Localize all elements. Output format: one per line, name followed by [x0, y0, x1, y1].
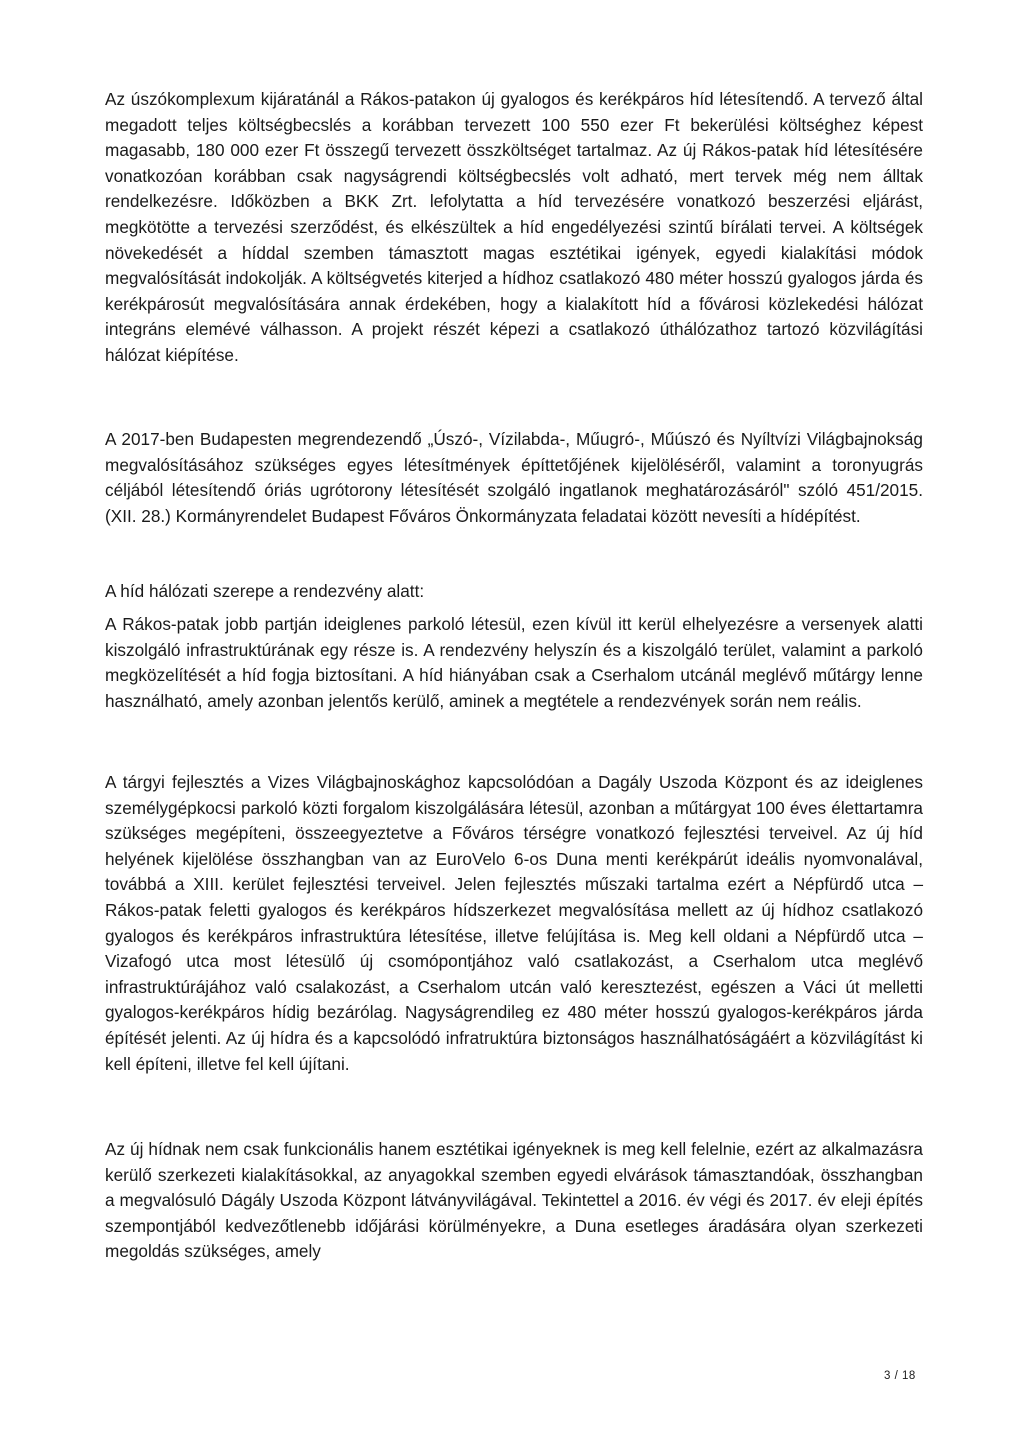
- page-number: 3 / 18: [884, 1370, 916, 1382]
- paragraph-network-role: A Rákos-patak jobb partján ideiglenes parkoló létesül, ezen kívül itt kerül elhelyezésre a versenyek alatti kiszolgáló infrastruktúrának egy része is. A rendezvény helyszín és a kiszolgáló terület, valamint a parkoló megközelítését a híd fogja biztosítani. A híd hiányában csak a Cserhalom utcánál meglévő műtárgy lenne használható, amely azonban jelentős kerülő, aminek a megtétele a rendezvények során nem reális.: [105, 614, 923, 711]
- paragraph-development-scope: A tárgyi fejlesztés a Vizes Világbajnoskághoz kapcsolódóan a Dagály Uszoda Központ és az ideiglenes személygépkocsi parkoló közti forgalom kiszolgálására létesül, azonban a műtárgyat 100 éves élettartamra szükséges megépíteni, összeegyeztetve a Főváros térségre vonatkozó fejlesztési terveivel. Az új híd helyének kijelölése összhangban van az EuroVelo 6-os Duna menti kerékpárút ideális nyomvonalával, továbbá a XIII. kerület fejlesztési terveivel. Jelen fejlesztés műszaki tartalma ezért a Népfürdő utca – Rákos-patak feletti gyalogos és kerékpáros hídszerkezet megvalósítása mellett az új hídhoz csatlakozó gyalogos és kerékpáros infrastruktúra létesítése, illetve felújítása is. Meg kell oldani a Népfürdő utca – Vizafogó utca most létesülő új csomópontjához való csatlakozást, a Cserhalom utca meglévő infrastruktúrájához való csalakozást, a Cserhalom utcán való keresztezést, egészen a Váci út melletti gyalogos-kerékpáros hídig bezárólag. Nagyságrendileg ez 480 méter hosszú gyalogos-kerékpáros járda építését jelenti. Az új hídra és a kapcsolódó infratruktúra biztonságos használhatóságáért a közvilágítást ki kell építeni, illetve fel kell újítani.: [105, 772, 923, 1074]
- paragraph-government-decree: A 2017-ben Budapesten megrendezendő „Úszó-, Vízilabda-, Műugró-, Műúszó és Nyíltvízi Világbajnokság megvalósításához szükséges egyes létesítmények építtetőjének kijelöléséről, valamint a toronyugrás céljából létesítendő óriás ugrótorony létesítését szolgáló ingatlanok meghatározásáról" szóló 451/2015. (XII. 28.) Kormányrendelet Budapest Főváros Önkormányzata feladatai között nevesíti a hídépítést.: [105, 429, 923, 526]
- paragraph-bridge-cost: Az úszókomplexum kijáratánál a Rákos-patakon új gyalogos és kerékpáros híd létesítendő. A tervező által megadott teljes költségbecslés a korábban tervezett 100 550 ezer Ft bekerülési költséghez képest magasabb, 180 000 ezer Ft összegű tervezett összköltséget tartalmaz. Az új Rákos-patak híd létesítésére vonatkozóan korábban csak nagyságrendi költségbecslés volt adható, mert tervek még nem álltak rendelkezésre. Időközben a BKK Zrt. lefolytatta a híd tervezésére vonatkozó beszerzési eljárást, megkötötte a tervezési szerződést, és elkészültek a híd engedélyezési szintű bírálati tervei. A költségek növekedését a híddal szemben támasztott magas esztétikai igények, egyedi kialakítási módok megvalósítását indokolják. A költségvetés kiterjed a hídhoz csatlakozó 480 méter hosszú gyalogos járda és kerékpárosút megvalósítására annak érdekében, hogy a kialakított híd a fővárosi közlekedési hálózat integráns elemévé válhasson. A projekt részét képezi a csatlakozó úthálózathoz tartozó közvilágítási hálózat kiépítése.: [105, 89, 923, 365]
- section-heading: A híd hálózati szerepe a rendezvény alatt:: [105, 581, 425, 601]
- paragraph-aesthetic-requirements: Az új hídnak nem csak funkcionális hanem esztétikai igényeknek is meg kell felelnie, ezért az alkalmazásra kerülő szerkezeti kialakításokkal, az anyagokkal szemben egyedi elvárások támasztandóak, összhangban a megvalósuló Dágály Uszoda Központ látványvilágával. Tekintettel a 2016. év végi és 2017. év eleji építés szempontjából kedvezőtlenebb időjárási körülményekre, a Duna esetleges áradására olyan szerkezeti megoldás szükséges, amely: [105, 1139, 923, 1262]
